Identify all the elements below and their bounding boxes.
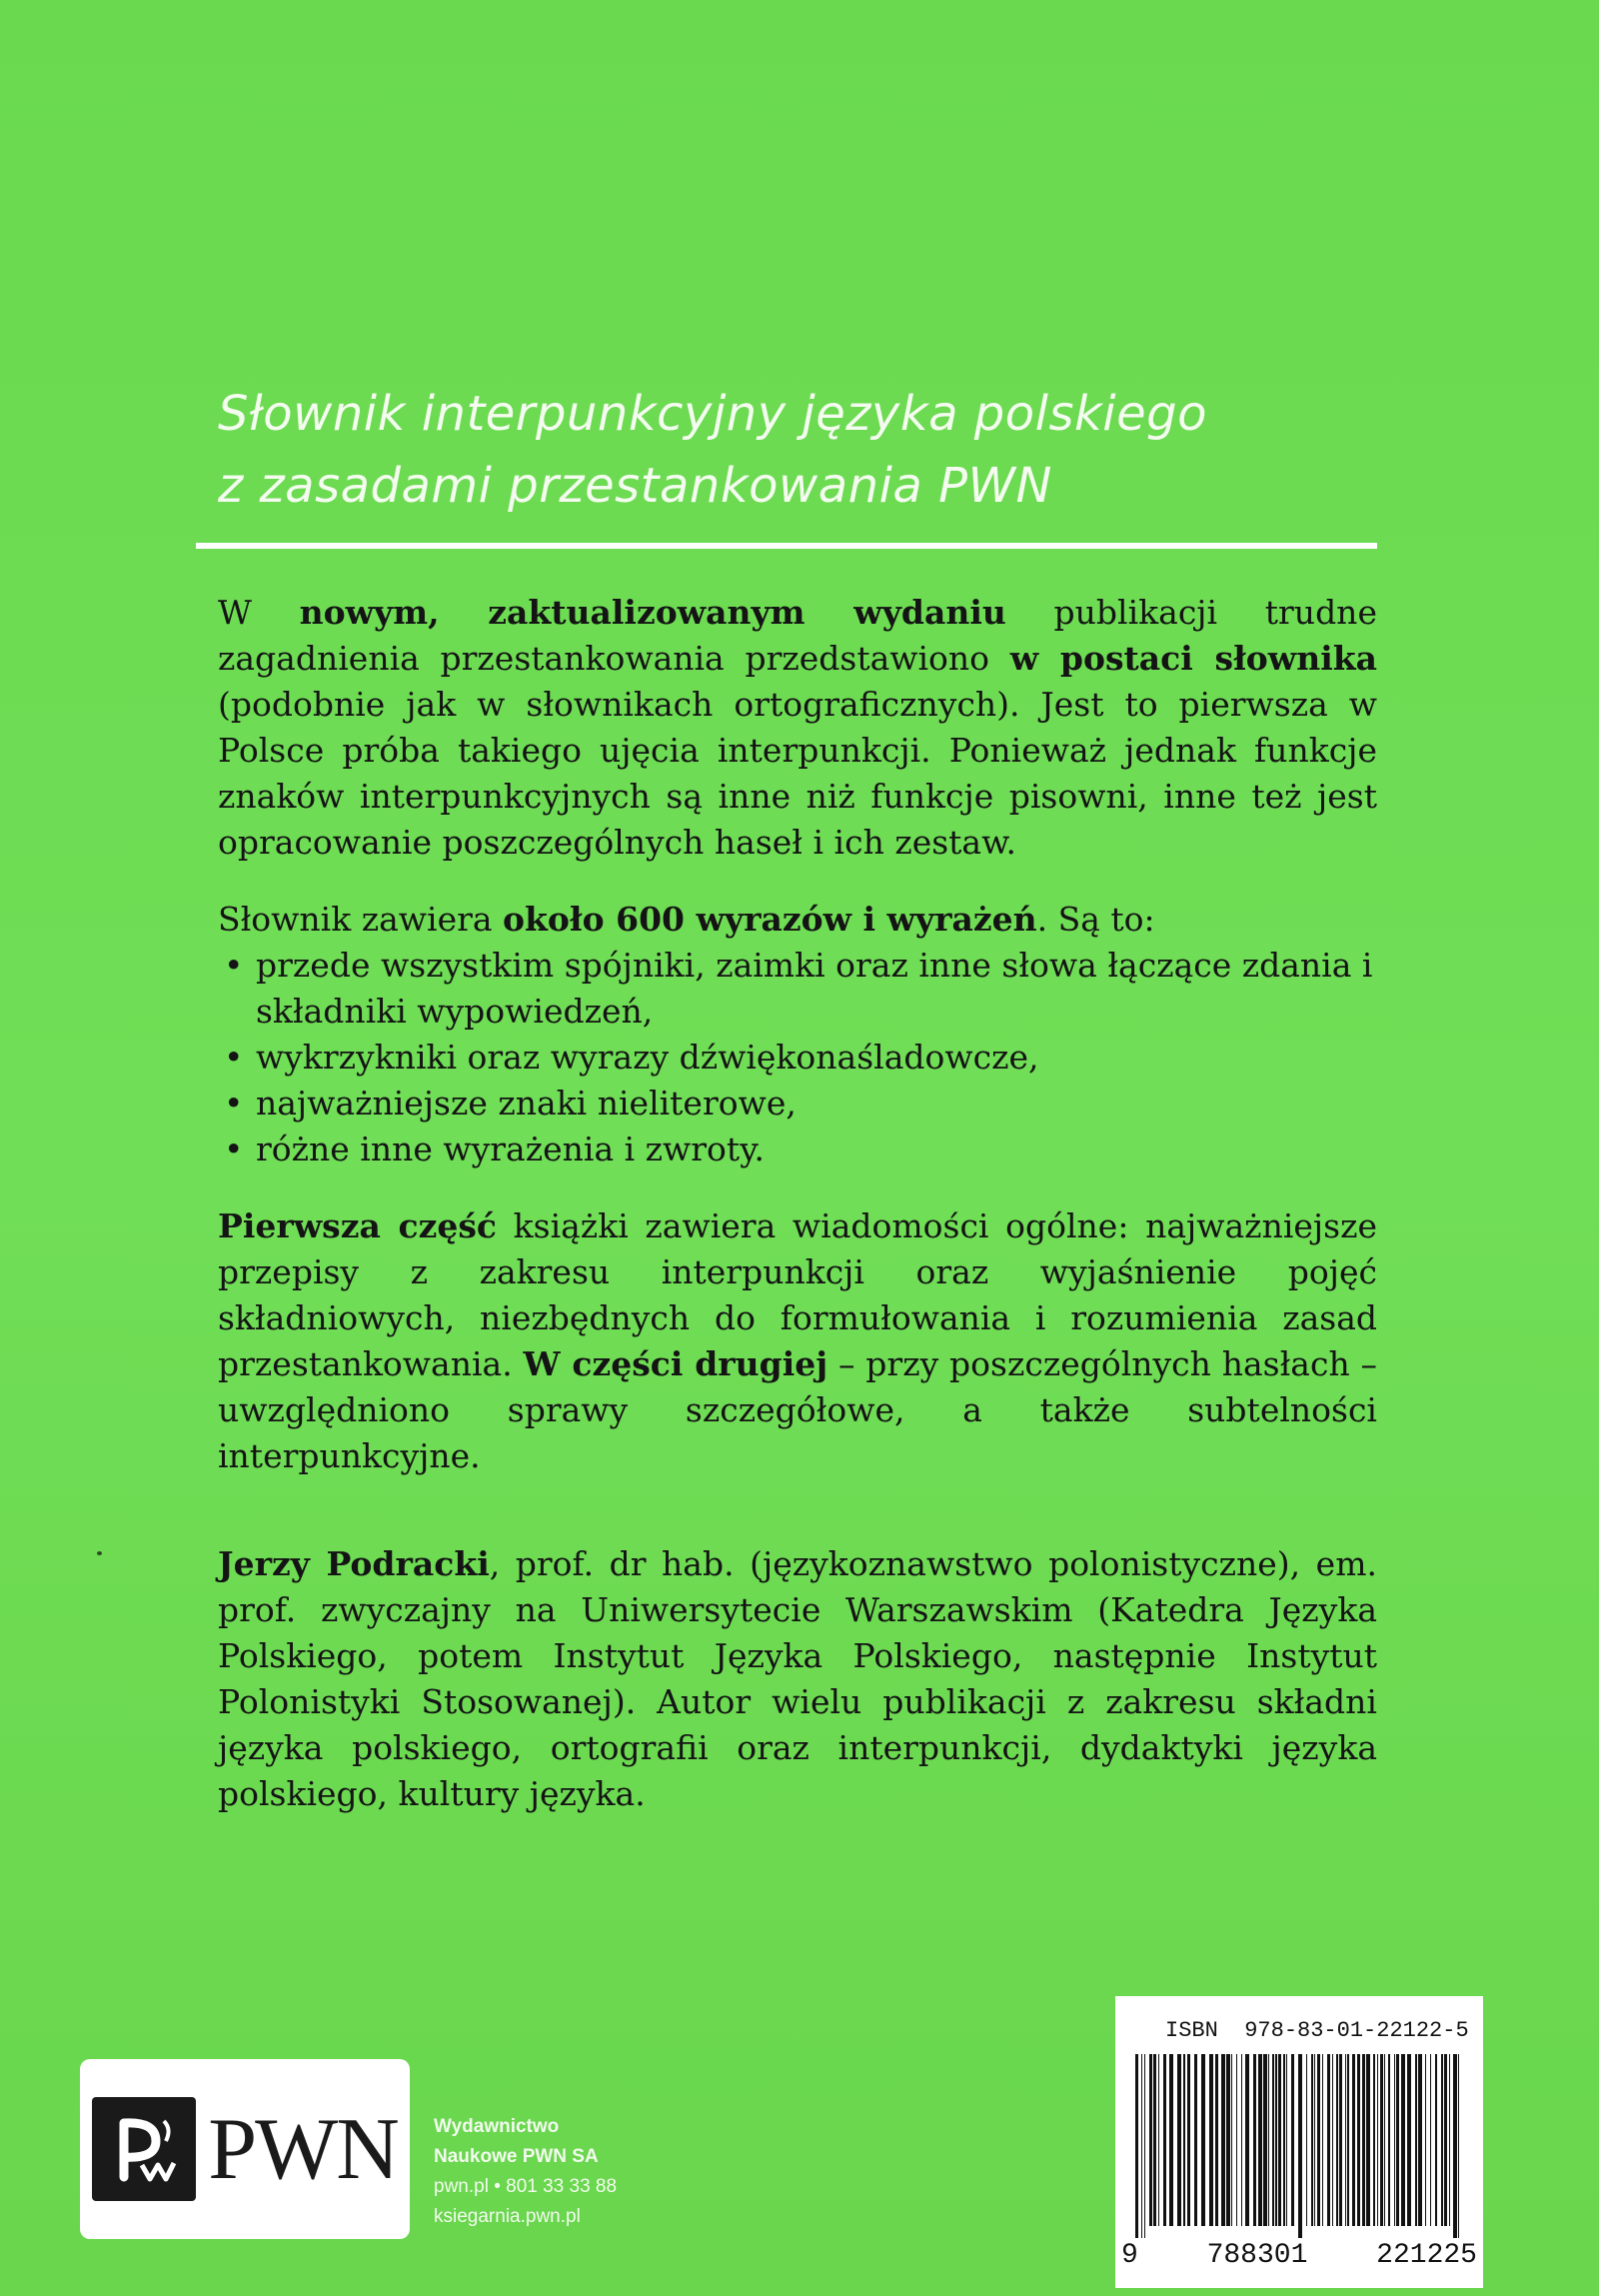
list-item: • różne inne wyrażenia i zwroty. — [218, 1127, 1377, 1172]
barcode-label — [1115, 1996, 1483, 2288]
publisher-contact: pwn.pl • 801 33 33 88 — [434, 2176, 618, 2197]
barcode-bar — [1158, 2054, 1159, 2226]
intro-text: W — [218, 593, 300, 632]
barcode-bar — [1258, 2054, 1262, 2226]
isbn-text — [1165, 2018, 1469, 2043]
barcode-bar — [1169, 2054, 1173, 2226]
author-bio-text: , prof. dr hab. (językoznawstwo polonistyczne), em. prof. zwyczajny na Uniwersytecie Warszawskim (Katedra Języka Polskiego, potem Instytut Języka Polskiego, następnie Instytut Polonistyki Stosowanej). Autor wielu publikacji z zakresu składni języka polskiego, ortografii oraz interpunkcji, dydaktyki języka polskiego, kultury języka. — [218, 1544, 1377, 1813]
barcode-bar — [1245, 2054, 1249, 2226]
contents-list — [218, 943, 1377, 1172]
barcode-bar — [1441, 2054, 1443, 2226]
barcode-bar — [1380, 2054, 1383, 2226]
title-line-2: z zasadami przestankowania PWN — [218, 458, 1052, 514]
barcode-bar — [1183, 2054, 1185, 2226]
intro-bold-2: w postaci słownika — [1009, 639, 1377, 678]
barcode-bar — [1394, 2054, 1395, 2226]
barcode-bar — [1144, 2054, 1145, 2238]
barcode-bar — [1278, 2054, 1281, 2226]
barcode-bar — [1444, 2054, 1447, 2226]
barcode-bar — [1401, 2054, 1405, 2226]
barcode-bar — [1458, 2054, 1459, 2238]
parts-bold-1: Pierwsza część — [218, 1206, 497, 1245]
barcode-bar — [1135, 2054, 1138, 2238]
barcode-bar — [1253, 2054, 1256, 2226]
barcode-digit-group: 9 — [1121, 2240, 1138, 2271]
barcode-bar — [1435, 2054, 1437, 2226]
contents-text: . Są to: — [1036, 900, 1155, 939]
barcode-bar — [1373, 2054, 1375, 2226]
title-divider — [196, 543, 1377, 549]
barcode-bar — [1449, 2054, 1450, 2226]
isbn-value: 978-83-01-22122-5 — [1244, 2018, 1469, 2043]
barcode-digits — [1121, 2240, 1477, 2271]
barcode-bar — [1418, 2054, 1422, 2226]
barcode-bar — [1236, 2054, 1237, 2226]
barcode-bar — [1366, 2054, 1370, 2226]
publisher-shop-link[interactable]: ksiegarnia.pwn.pl — [434, 2206, 581, 2227]
barcode-bar — [1345, 2054, 1346, 2226]
barcode-bar — [1153, 2054, 1156, 2226]
contents-lead — [218, 897, 1377, 943]
barcode-bar — [1201, 2054, 1205, 2226]
barcode-bar — [1384, 2054, 1385, 2226]
pwn-logo — [80, 2059, 410, 2239]
barcode-bar — [1317, 2054, 1320, 2226]
barcode-bar — [1163, 2054, 1166, 2226]
list-item: • przede wszystkim spójniki, zaimki oraz inne słowa łączące zdania i składniki wypowiedzeń, — [218, 943, 1377, 1035]
barcode-bar — [1311, 2054, 1313, 2226]
barcode-bar — [1291, 2054, 1294, 2226]
barcode-bar — [1352, 2054, 1355, 2226]
barcode-bar — [1286, 2054, 1287, 2226]
barcode-bar — [1215, 2054, 1218, 2226]
barcode-bar — [1377, 2054, 1378, 2226]
barcode-bar — [1407, 2054, 1411, 2226]
barcode-bar — [1275, 2054, 1277, 2226]
title-line-1: Słownik interpunkcyjny języka polskiego — [218, 386, 1207, 442]
barcode-bar — [1332, 2054, 1333, 2226]
barcode-bar — [1263, 2054, 1267, 2226]
barcode-bar — [1272, 2054, 1274, 2226]
barcode-bar — [1396, 2054, 1399, 2226]
barcode-bar — [1226, 2054, 1230, 2226]
barcode-bar — [1322, 2054, 1323, 2226]
barcode-bar — [1231, 2054, 1232, 2226]
author-bio — [218, 1541, 1377, 1817]
barcode-bar — [1268, 2054, 1269, 2226]
barcode-bar — [1209, 2054, 1213, 2226]
barcode-bar — [1347, 2054, 1349, 2226]
barcode-bar — [1327, 2054, 1330, 2226]
barcode-bar — [1314, 2054, 1315, 2226]
barcode-bar — [1425, 2054, 1426, 2226]
barcode-bar — [1362, 2054, 1365, 2226]
parts-paragraph — [218, 1203, 1377, 1479]
barcode-bar — [1415, 2054, 1417, 2226]
barcode-bar — [1221, 2054, 1225, 2226]
publisher-info — [434, 2112, 617, 2232]
barcode-bar — [1241, 2054, 1242, 2226]
contents-text: Słownik zawiera — [218, 900, 504, 939]
barcode-bar — [1430, 2054, 1431, 2226]
book-title — [218, 378, 1417, 522]
barcode-digit-group: 221225 — [1376, 2240, 1477, 2271]
barcode-digit-group: 788301 — [1206, 2240, 1308, 2271]
barcode-bar — [1357, 2054, 1360, 2226]
description — [218, 590, 1377, 1848]
publisher-name-1: Wydawnictwo — [434, 2116, 560, 2137]
parts-bold-2: W części drugiej — [523, 1344, 828, 1383]
contents-bold: około 600 wyrazów i wyrażeń — [503, 900, 1037, 939]
print-speck — [97, 1551, 102, 1555]
intro-text: (podobnie jak w słownikach ortograficznych). Jest to pierwsza w Polsce próba takiego ujęcia interpunkcji. Ponieważ jednak funkcje znaków interpunkcyjnych są inne niż funkcje pisowni, inne też jest opracowanie poszczególnych haseł i ich zestaw. — [218, 685, 1377, 862]
barcode-bar — [1336, 2054, 1338, 2226]
barcode-bar — [1283, 2054, 1285, 2226]
isbn-label: ISBN — [1165, 2018, 1218, 2043]
barcode-bar — [1388, 2054, 1390, 2226]
publisher-name-2: Naukowe PWN SA — [434, 2146, 599, 2167]
barcode-bar — [1149, 2054, 1152, 2226]
list-item: • najważniejsze znaki nieliterowe, — [218, 1081, 1377, 1127]
barcode-bar — [1194, 2054, 1197, 2226]
barcode-bar — [1141, 2054, 1142, 2238]
barcode-bar — [1453, 2054, 1457, 2238]
logo-wordmark: PWN — [208, 2100, 398, 2198]
barcode-bar — [1306, 2054, 1307, 2226]
intro-text: publikacji trudne zagadnienia przestankowania przedstawiono — [218, 593, 1377, 678]
barcode-bar — [1298, 2054, 1302, 2238]
barcode-bar — [1177, 2054, 1181, 2226]
pwn-emblem-icon — [92, 2097, 196, 2201]
parts-text: książki zawiera wiadomości ogólne: najważniejsze przepisy z zakresu interpunkcji oraz wyjaśnienie pojęć składniowych, niezbędnych do formułowania i rozumienia zasad przestankowania. — [218, 1206, 1377, 1383]
intro-paragraph — [218, 590, 1377, 866]
list-item: • wykrzykniki oraz wyrazy dźwiękonaśladowcze, — [218, 1035, 1377, 1081]
barcode-bar — [1187, 2054, 1190, 2226]
intro-bold-1: nowym, zaktualizowanym wydaniu — [299, 593, 1006, 632]
barcode-bar — [1339, 2054, 1342, 2226]
barcode-bars — [1129, 2054, 1469, 2238]
parts-text: – przy poszczególnych hasłach – uwzględniono sprawy szczegółowe, a także subtelności interpunkcyjne. — [218, 1344, 1377, 1475]
author-name: Jerzy Podracki — [218, 1544, 490, 1583]
